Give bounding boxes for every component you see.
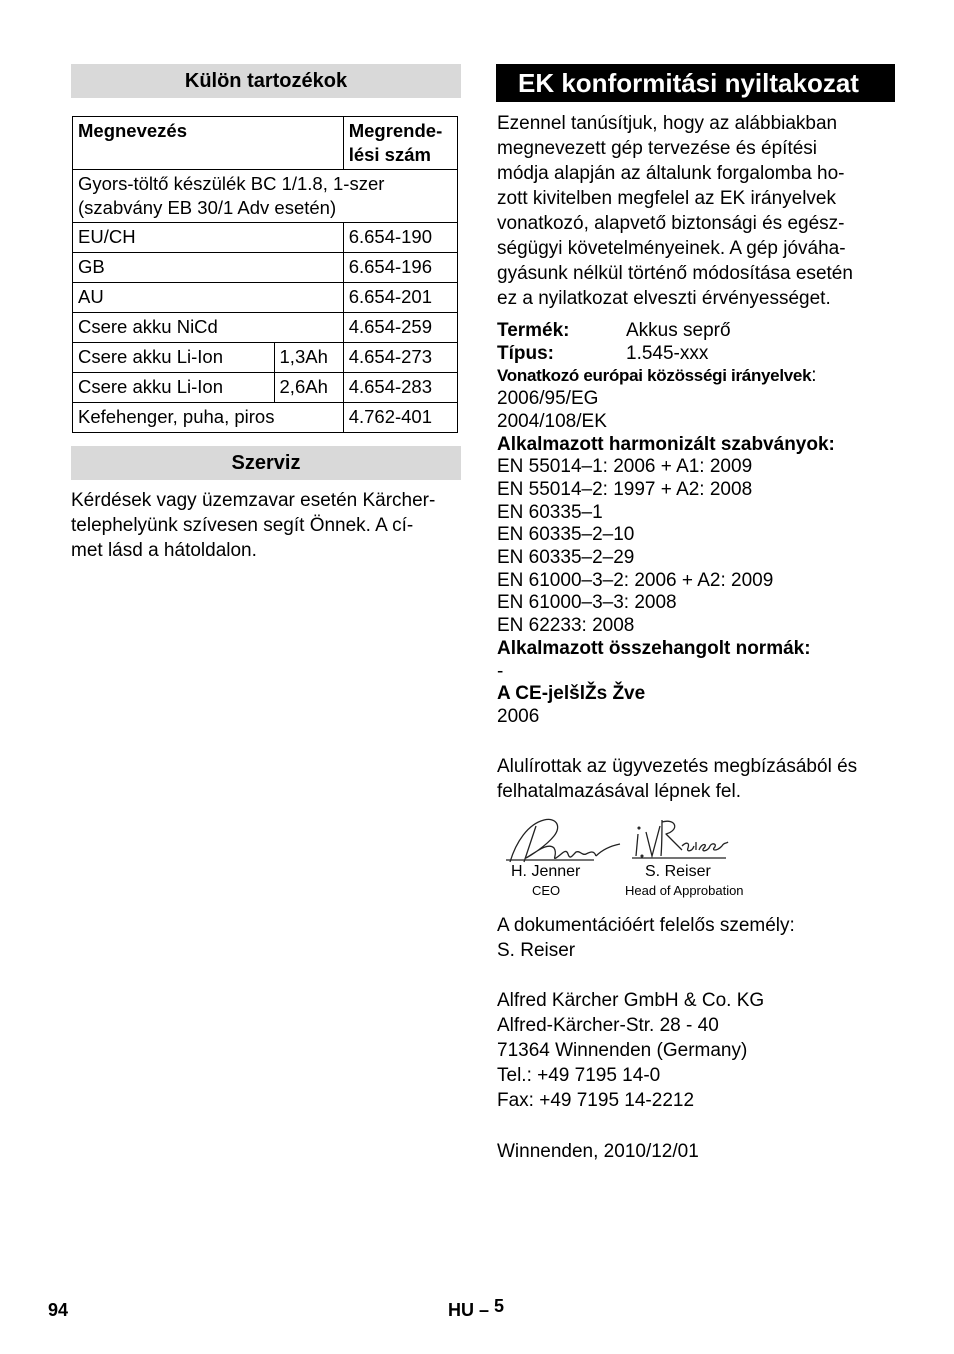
type-value: 1.545-xxx xyxy=(626,342,709,364)
standard-item: EN 55014–2: 1997 + A2: 2008 xyxy=(497,478,753,500)
norms-heading: Alkalmazott összehangolt normák: xyxy=(497,637,811,659)
directives-heading xyxy=(497,365,897,388)
standard-item: EN 62233: 2008 xyxy=(497,615,635,637)
service-text xyxy=(71,488,466,563)
row-order: 6.654-196 xyxy=(343,253,457,283)
standard-item: EN 61000–3–2: 2006 + A2: 2009 xyxy=(497,569,774,591)
row-name: Csere akku NiCd xyxy=(73,313,344,343)
row-spec: 2,6Ah xyxy=(274,373,343,403)
header-order-line2: lési szám xyxy=(348,144,431,165)
row-order: 4.762-401 xyxy=(343,403,457,433)
signature-jenner xyxy=(506,819,620,862)
ce-heading: A CE-jelšlŽs Žve xyxy=(497,683,646,705)
doc-responsible-name: S. Reiser xyxy=(497,940,576,961)
header-order-line1: Megrende- xyxy=(348,120,443,141)
service-line: telephelyünk szívesen segít Önnek. A cí- xyxy=(71,515,414,536)
table-row xyxy=(73,403,458,433)
directive-item: 2004/108/EK xyxy=(497,410,607,432)
footer-dash: – xyxy=(479,1300,490,1320)
signature-reiser xyxy=(632,820,728,858)
footer-lang: HU xyxy=(448,1300,474,1320)
row-order: 4.654-273 xyxy=(343,343,457,373)
signatory-name-reiser: S. Reiser xyxy=(645,863,711,880)
header-name: Megnevezés xyxy=(73,117,344,170)
directives-label: Vonatkozó európai közösségi irányelvek xyxy=(497,366,812,386)
intro-line: ez a nyilatkozat elveszti érvényességet. xyxy=(497,288,831,309)
intro-line: zott kivitelben megfelel az EK irányelvek xyxy=(497,188,836,209)
row-name: EU/CH xyxy=(73,223,344,253)
doc-responsible-label: A dokumentációért felelős személy: xyxy=(497,915,795,936)
product-row xyxy=(497,320,897,343)
table-group-row xyxy=(73,170,458,223)
directive-item: 2006/95/EG xyxy=(497,388,599,410)
row-name: Csere akku Li-Ion xyxy=(73,343,275,373)
footer-page-label xyxy=(448,1296,505,1321)
signed-statement xyxy=(497,754,897,804)
type-row xyxy=(497,343,897,366)
group-label xyxy=(73,170,458,223)
intro-line: ségügyi követelményeinek. A gép jóváha- xyxy=(497,238,846,259)
intro-line: megnevezett gép tervezése és építési xyxy=(497,138,818,159)
table-row xyxy=(73,373,458,403)
intro-line: vonatkozó, alapvető biztonsági és egész- xyxy=(497,213,845,234)
table-row xyxy=(73,283,458,313)
intro-line: Ezennel tanúsítjuk, hogy az alábbiakban xyxy=(497,113,838,134)
intro-line: módja alapján az általunk forgalomba ho- xyxy=(497,163,845,184)
table-row xyxy=(73,223,458,253)
row-order: 6.654-201 xyxy=(343,283,457,313)
intro-line: gyásunk nélkül történő módosítása esetén xyxy=(497,263,853,284)
group-label-line1: Gyors-töltő készülék BC 1/1.8, 1-szer xyxy=(78,173,385,194)
product-value: Akkus seprő xyxy=(626,320,731,341)
service-heading: Szerviz xyxy=(71,446,461,480)
row-name: Csere akku Li-Ion xyxy=(73,373,275,403)
table-row xyxy=(73,313,458,343)
address-line: Alfred Kärcher GmbH & Co. KG xyxy=(497,990,765,1011)
header-order xyxy=(343,117,457,170)
table-row xyxy=(73,253,458,283)
standard-item: EN 60335–2–29 xyxy=(497,547,635,569)
company-address xyxy=(497,988,897,1113)
product-label: Termék: xyxy=(497,320,570,341)
row-order: 4.654-259 xyxy=(343,313,457,343)
footer-section-page: 5 xyxy=(494,1296,505,1316)
standards-heading: Alkalmazott harmonizált szabványok: xyxy=(497,433,835,455)
row-name: Kefehenger, puha, piros xyxy=(73,403,344,433)
standard-item: EN 55014–1: 2006 + A1: 2009 xyxy=(497,456,753,478)
address-line: Alfred-Kärcher-Str. 28 - 40 xyxy=(497,1015,719,1036)
service-line: Kérdések vagy üzemzavar esetén Kärcher- xyxy=(71,490,436,511)
declaration-details xyxy=(497,320,897,729)
address-line: Tel.: +49 7195 14-0 xyxy=(497,1065,661,1086)
table-row xyxy=(73,343,458,373)
row-spec: 1,3Ah xyxy=(274,343,343,373)
standard-item: EN 60335–1 xyxy=(497,501,603,523)
group-label-line2: (szabvány EB 30/1 Adv esetén) xyxy=(78,197,337,218)
accessories-heading: Külön tartozékok xyxy=(71,64,461,98)
signed-line: Alulírottak az ügyvezetés megbízásából és xyxy=(497,756,858,777)
table-header-row xyxy=(73,117,458,170)
type-label: Típus: xyxy=(497,342,554,364)
place-date: Winnenden, 2010/12/01 xyxy=(497,1141,699,1162)
row-order: 6.654-190 xyxy=(343,223,457,253)
doc-responsible xyxy=(497,913,897,963)
accessories-table xyxy=(72,116,458,433)
signatory-name-jenner: H. Jenner xyxy=(511,863,581,880)
ce-year: 2006 xyxy=(497,705,540,727)
standard-item: EN 60335–2–10 xyxy=(497,524,635,546)
signatory-role-reiser: Head of Approbation xyxy=(625,883,744,898)
row-order: 4.654-283 xyxy=(343,373,457,403)
declaration-title: EK konformitási nyiltakozat xyxy=(496,64,895,102)
norms-value: - xyxy=(497,660,504,682)
declaration-intro xyxy=(497,111,897,311)
standard-item: EN 61000–3–3: 2008 xyxy=(497,592,677,614)
page-number: 94 xyxy=(48,1300,69,1320)
signed-line: felhatalmazásával lépnek fel. xyxy=(497,781,741,802)
row-name: AU xyxy=(73,283,344,313)
directives-colon: : xyxy=(811,365,817,387)
address-line: Fax: +49 7195 14-2212 xyxy=(497,1090,695,1111)
signatory-role-jenner: CEO xyxy=(532,883,561,898)
address-line: 71364 Winnenden (Germany) xyxy=(497,1040,748,1061)
row-name: GB xyxy=(73,253,344,283)
service-line: met lásd a hátoldalon. xyxy=(71,540,257,561)
